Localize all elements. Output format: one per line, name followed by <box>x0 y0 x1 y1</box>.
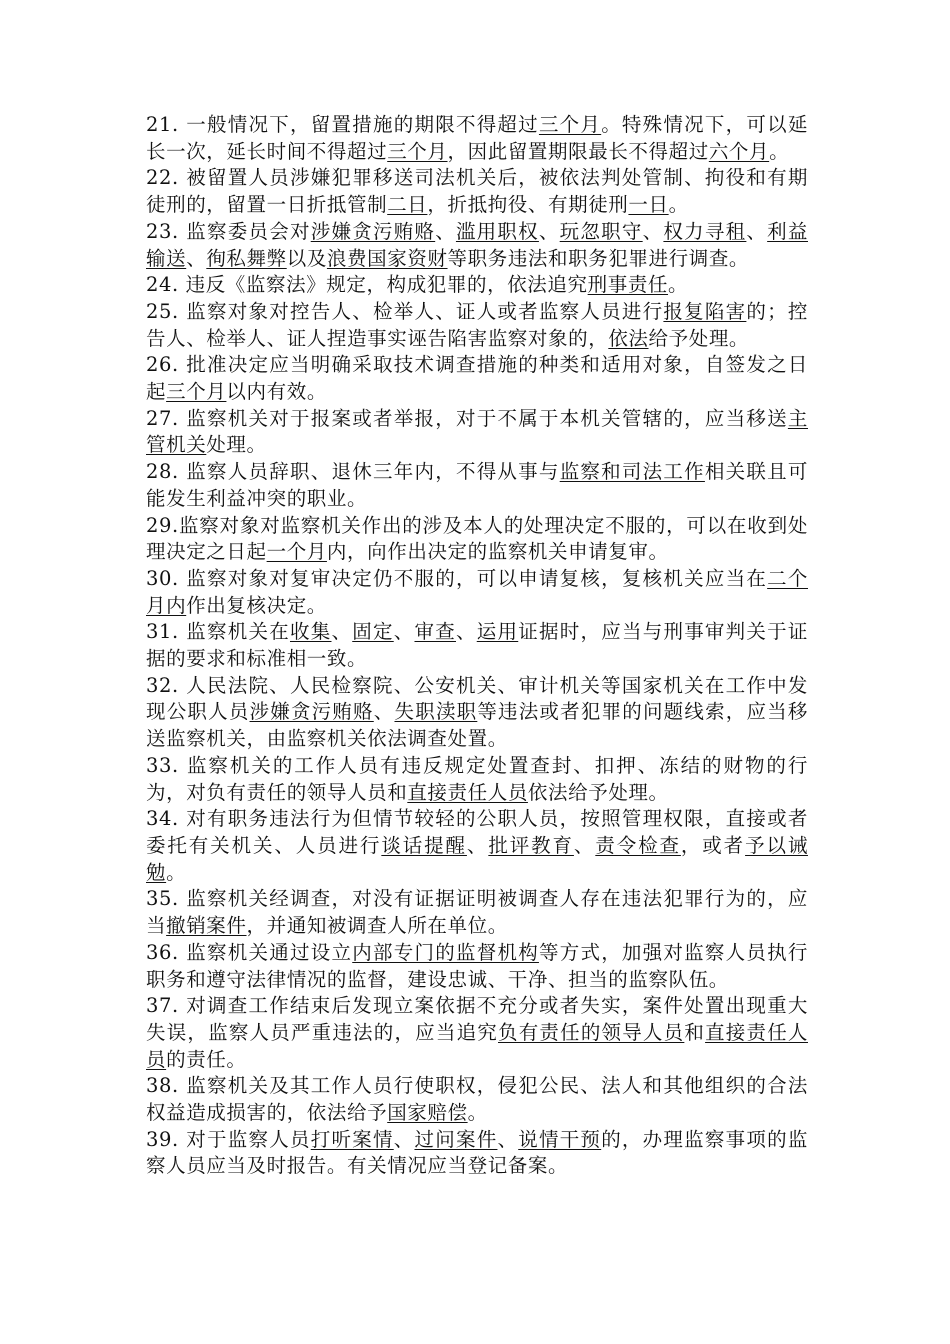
question-item <box>146 459 808 512</box>
question-number: 35. <box>146 887 179 911</box>
question-text: 相关联且可能发生利益冲突的职业。 <box>146 460 808 510</box>
question-number: 26. <box>146 353 179 377</box>
question-text: 、 <box>393 620 415 644</box>
question-text: ，因此留置期限最长不得超过 <box>447 139 709 163</box>
question-text: 、 <box>331 620 353 644</box>
answer-blank: 内部专门的监督机构 <box>352 940 539 964</box>
question-text: 批准决定应当明确采取技术调查措施的种类和适用对象，自签发之日起 <box>146 353 808 404</box>
answer-blank: 涉嫌贪污贿赂 <box>310 219 436 243</box>
question-text: 、 <box>642 219 664 243</box>
question-number: 39. <box>146 1127 179 1151</box>
answer-blank: 报复陷害 <box>663 299 747 323</box>
question-item <box>146 406 808 459</box>
question-text: 、 <box>746 219 768 243</box>
question-text: 、 <box>466 833 489 857</box>
question-text: ，或者 <box>680 833 746 857</box>
question-text: 、 <box>497 1127 519 1151</box>
answer-blank: 二个月内 <box>146 566 808 617</box>
question-item <box>146 806 808 886</box>
question-text: 对有职务违法行为但情节较轻的公职人员，按照管理权限，直接或者委托有关机关、人员进行 <box>146 807 808 857</box>
question-number: 33. <box>146 753 179 777</box>
question-text: 、 <box>393 1127 415 1151</box>
question-text: 监察对象对控告人、检举人、证人或者监察人员进行 <box>178 299 664 323</box>
question-text: 。 <box>467 1101 488 1125</box>
answer-blank: 依法 <box>608 326 649 350</box>
question-text: 作出复核决定。 <box>186 593 327 617</box>
question-text: 监察对象对监察机关作出的涉及本人的处理决定不服的，可以在收到处理决定之日起 <box>146 513 808 564</box>
question-item <box>146 299 808 352</box>
question-item <box>146 272 808 299</box>
question-text: 等职务违法和职务犯罪进行调查。 <box>447 246 750 270</box>
question-number: 22. <box>146 166 179 190</box>
question-item <box>146 886 808 939</box>
question-item <box>146 219 808 272</box>
answer-blank: 刑事责任 <box>587 273 669 297</box>
answer-blank: 权力寻租 <box>663 219 747 243</box>
question-text: 违反《监察法》规定，构成犯罪的，依法追究 <box>178 273 588 297</box>
answer-blank: 浪费国家资财 <box>326 246 448 270</box>
answer-blank: 予以诫勉 <box>146 833 808 884</box>
question-text: 。 <box>668 193 689 217</box>
question-number: 27. <box>146 406 179 430</box>
question-item <box>146 993 808 1073</box>
question-text: 监察人员辞职、退休三年内，不得从事与 <box>178 460 560 484</box>
answer-blank: 六个月 <box>708 139 770 163</box>
question-text: 被留置人员涉嫌犯罪移送司法机关后，被依法判处管制、拘役和有期徒刑的，留置一日折抵管制 <box>146 166 808 217</box>
question-text: 监察机关在 <box>178 620 290 644</box>
question-number: 37. <box>146 994 179 1018</box>
answer-blank: 滥用职权 <box>455 219 539 243</box>
question-text: 监察机关经调查，对没有证据证明被调查人存在违法犯罪行为的，应当 <box>146 887 808 938</box>
question-item <box>146 566 808 619</box>
document-body <box>146 112 808 1180</box>
question-text: 给予处理。 <box>648 326 750 350</box>
question-item <box>146 619 808 672</box>
answer-blank: 利益输送 <box>146 219 808 270</box>
question-text: 。 <box>166 860 187 884</box>
question-text: 的责任。 <box>166 1047 247 1071</box>
question-item <box>146 513 808 566</box>
answer-blank: 收集 <box>289 620 332 644</box>
answer-blank: 直接责任人员 <box>407 780 528 804</box>
answer-blank: 批评教育 <box>488 833 574 857</box>
answer-blank: 国家赔偿 <box>387 1101 468 1125</box>
question-item <box>146 1127 808 1180</box>
question-text: 和 <box>684 1020 706 1044</box>
question-text: 依法给予处理。 <box>527 780 669 804</box>
question-number: 31. <box>146 620 179 644</box>
answer-blank: 过问案件 <box>414 1127 498 1151</box>
question-item <box>146 753 808 806</box>
answer-blank: 主管机关 <box>146 406 808 457</box>
answer-blank: 徇私舞弊 <box>206 246 287 270</box>
answer-blank: 审查 <box>414 620 456 644</box>
question-text: 、 <box>573 833 596 857</box>
question-number: 23. <box>146 219 179 243</box>
answer-blank: 三个月 <box>538 113 602 136</box>
question-text: 。特殊情况下，可以延长一次，延长时间不得超过 <box>146 113 808 163</box>
question-number: 24. <box>146 273 179 297</box>
question-number: 29. <box>146 513 179 537</box>
answer-blank: 监察和司法工作 <box>559 460 705 484</box>
answer-blank: 责令检查 <box>595 833 681 857</box>
question-number: 32. <box>146 673 179 697</box>
question-number: 36. <box>146 940 179 964</box>
question-item <box>146 352 808 405</box>
question-text: 、 <box>538 219 560 243</box>
answer-blank: 二日 <box>387 193 428 217</box>
question-text: 监察委员会对 <box>178 219 311 243</box>
question-text: 一般情况下，留置措施的期限不得超过 <box>178 113 539 136</box>
answer-blank: 固定 <box>352 620 394 644</box>
question-text: 内，向作出决定的监察机关申请复审。 <box>326 540 669 564</box>
answer-blank: 打听案情 <box>310 1127 394 1151</box>
question-text: 监察对象对复审决定仍不服的，可以申请复核，复核机关应当在 <box>178 566 768 590</box>
question-item <box>146 673 808 753</box>
answer-blank: 一个月 <box>266 540 327 564</box>
answer-blank: 谈话提醒 <box>381 833 467 857</box>
answer-blank: 三个月 <box>387 139 448 163</box>
question-number: 34. <box>146 807 179 831</box>
question-text: 等方式，加强对监察人员执行职务和遵守法律情况的监督，建设忠诚、干净、担当的监察队伍。 <box>146 940 808 991</box>
question-text: 以及 <box>286 246 327 270</box>
answer-blank: 说情干预 <box>518 1127 602 1151</box>
answer-blank: 负有责任的领导人员 <box>498 1020 685 1044</box>
question-number: 28. <box>146 460 179 484</box>
question-text: 监察机关通过设立 <box>178 940 353 964</box>
question-text: 。 <box>668 273 689 297</box>
answer-blank: 玩忽职守 <box>559 219 643 243</box>
question-item <box>146 165 808 218</box>
question-text: 监察机关及其工作人员行使职权，侵犯公民、法人和其他组织的合法权益造成损害的，依法给予 <box>146 1074 808 1125</box>
answer-blank: 撤销案件 <box>166 914 247 938</box>
question-number: 30. <box>146 566 179 590</box>
question-item <box>146 112 808 165</box>
question-text: 处理。 <box>206 433 267 457</box>
question-number: 25. <box>146 299 179 323</box>
question-text: 对调查工作结束后发现立案依据不充分或者失实，案件处置出现重大失误，监察人员严重违法的，应当追究 <box>146 994 808 1044</box>
question-text: 、 <box>455 620 477 644</box>
question-text: 对于监察人员 <box>178 1127 311 1151</box>
question-text: 等违法或者犯罪的问题线索，应当移送监察机关，由监察机关依法调查处置。 <box>146 700 808 751</box>
question-text: 。 <box>769 139 790 163</box>
question-item <box>146 940 808 993</box>
answer-blank: 直接责任人员 <box>146 1020 808 1071</box>
question-item <box>146 1073 808 1126</box>
answer-blank: 一日 <box>628 193 669 217</box>
answer-blank: 运用 <box>476 620 519 644</box>
question-text: 监察机关的工作人员有违反规定处置查封、扣押、冻结的财物的行为，对负有责任的领导人员和 <box>146 753 808 804</box>
answer-blank: 失职渎职 <box>394 700 478 724</box>
answer-blank: 涉嫌贪污贿赂 <box>249 700 374 724</box>
question-text: 、 <box>373 700 395 724</box>
question-text: 人民法院、人民检察院、公安机关、审计机关等国家机关在工作中发现公职人员 <box>146 673 808 724</box>
question-text: 、 <box>435 219 456 243</box>
question-number: 38. <box>146 1074 179 1098</box>
question-text: ，并通知被调查人所在单位。 <box>246 914 508 938</box>
answer-blank: 三个月 <box>166 380 227 404</box>
question-text: 监察机关对于报案或者举报，对于不属于本机关管辖的，应当移送 <box>178 406 788 430</box>
question-text: 、 <box>186 246 207 270</box>
question-text: 证据时，应当与刑事审判关于证据的要求和标准相一致。 <box>146 620 809 671</box>
question-text: 的；控告人、检举人、证人捏造事实诬告陷害监察对象的， <box>146 299 808 350</box>
question-text: 的，办理监察事项的监察人员应当及时报告。有关情况应当登记备案。 <box>146 1127 808 1178</box>
question-text: ，折抵拘役、有期徒刑 <box>427 193 629 217</box>
question-number: 21. <box>146 113 179 136</box>
question-text: 以内有效。 <box>226 380 327 404</box>
